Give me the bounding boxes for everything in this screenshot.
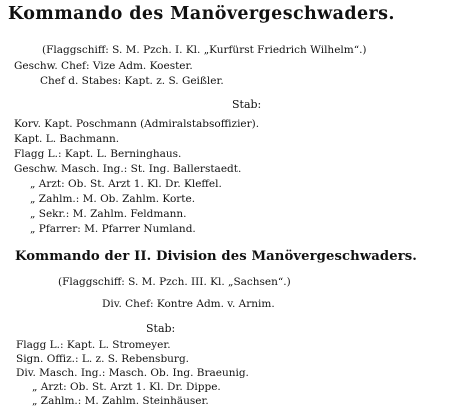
row-value: M. Pfarrer Numland. [84,223,196,235]
row-value: Bachmann. [59,133,120,145]
row-label: Geschw. Masch. Ing.: [14,163,128,175]
commander-row [14,60,193,73]
section1-title: Kommando des Manövergeschwaders. [8,4,395,24]
row-label: „ Zahlm.: [32,395,82,407]
row-label: Geschw. Chef: [14,60,90,72]
row-value: Kapt. L. Stromeyer. [66,339,171,351]
staff-row [30,178,222,191]
staff-row [16,339,171,352]
row-label: Sign. Offiz.: [16,353,79,365]
staff-row [14,163,241,176]
row-value: Masch. Ob. Ing. Braeunig. [108,367,249,379]
row-label: Div. Chef: [102,298,154,310]
row-label: Korv. Kapt. [14,118,73,130]
section2-stab-heading: Stab: [146,322,176,335]
staff-row [16,353,189,366]
commander-row [102,298,275,311]
staff-row [30,193,195,206]
row-value: Kapt. L. Berninghaus. [64,148,182,160]
staff-row [30,208,186,221]
row-label: Chef d. Stabes: [40,75,122,87]
row-value: Kontre Adm. v. Arnim. [156,298,275,310]
staff-row [32,381,221,394]
section1-stab-heading: Stab: [232,98,262,111]
row-value: M. Zahlm. Steinhäuser. [84,395,209,407]
staff-row [14,118,259,131]
row-value: Kapt. z. S. Geißler. [124,75,224,87]
row-value: M. Zahlm. Feldmann. [72,208,187,220]
row-value: M. Ob. Zahlm. Korte. [82,193,196,205]
staff-row [16,367,249,380]
row-label: „ Arzt: [30,178,65,190]
row-label: Flagg L.: [14,148,62,160]
staff-row [14,148,181,161]
section2-title: Kommando der II. Division des Manövergeschwaders. [15,249,417,264]
section1-flagship: (Flaggschiff: S. M. Pzch. I. Kl. „Kurfürst Friedrich Wilhelm“.) [42,44,367,56]
row-label: „ Sekr.: [30,208,70,220]
row-label: „ Pfarrer: [30,223,81,235]
section2-flagship: (Flaggschiff: S. M. Pzch. III. Kl. „Sachsen“.) [58,276,291,288]
row-label: Div. Masch. Ing.: [16,367,106,379]
row-value: Ob. St. Arzt 1. Kl. Dr. Kleffel. [68,178,222,190]
row-value: Vize Adm. Koester. [92,60,193,72]
row-label: Flagg L.: [16,339,64,351]
row-label: „ Zahlm.: [30,193,80,205]
row-value: St. Ing. Ballerstaedt. [130,163,242,175]
row-value: Ob. St. Arzt 1. Kl. Dr. Dippe. [70,381,221,393]
row-label: „ Arzt: [32,381,67,393]
row-label: Kapt. L. [14,133,57,145]
staff-row [14,133,119,146]
staff-row [32,395,209,408]
staff-row [30,223,196,236]
row-value: L. z. S. Rebensburg. [81,353,190,365]
row-value: Poschmann (Admiralstabsoffizier). [76,118,260,130]
commander-row [40,75,224,88]
